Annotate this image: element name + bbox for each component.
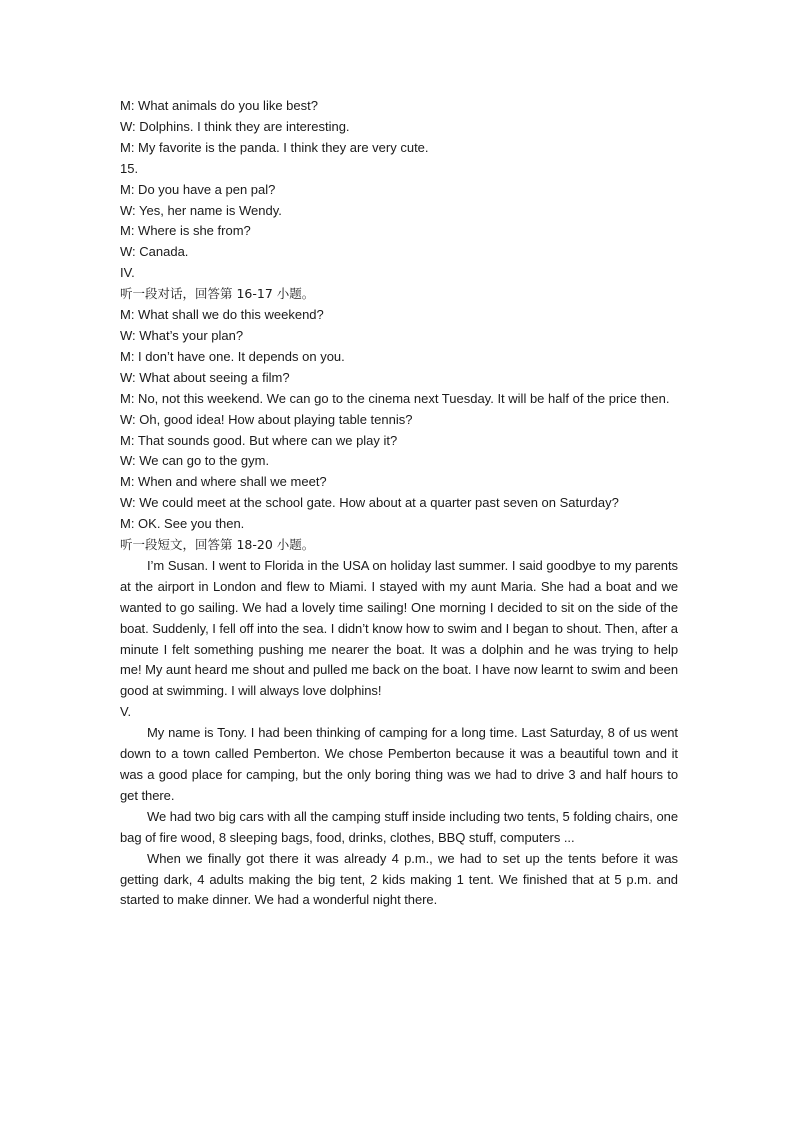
passage-tony-paragraph: We had two big cars with all the camping stuff inside including two tents, 5 folding chairs, one bag of fire wood, 8 sleeping bags, food, drinks, clothes, BBQ stuff, computers ... <box>120 808 678 845</box>
dialogue-line: M: My favorite is the panda. I think they are very cute. <box>120 139 429 155</box>
passage-tony-paragraph: When we finally got there it was already 4 p.m., we had to set up the tents before it was getting dark, 4 adults making the big tent, 2 kids making 1 tent. We finished that at 5 p.m. and started to make dinner. We had a wonderful night there. <box>120 850 678 908</box>
instruction-passage: 听一段短文，回答第 18-20 小题。 <box>120 537 315 553</box>
dialogue-line: M: I don’t have one. It depends on you. <box>120 348 345 364</box>
dialogue-line: W: Canada. <box>120 244 189 260</box>
document-page <box>120 96 678 911</box>
dialogue-line: W: We can go to the gym. <box>120 453 270 469</box>
dialogue-line: M: No, not this weekend. We can go to the cinema next Tuesday. It will be half of the price then. <box>120 390 670 406</box>
dialogue-line: M: Do you have a pen pal? <box>120 181 276 197</box>
dialogue-line: W: Yes, her name is Wendy. <box>120 202 282 218</box>
dialogue-line: M: Where is she from? <box>120 223 251 239</box>
dialogue-line: W: Dolphins. I think they are interesting. <box>120 118 350 134</box>
dialogue-line: M: What animals do you like best? <box>120 98 318 113</box>
question-number: 15. <box>120 160 139 176</box>
dialogue-line: W: What about seeing a film? <box>120 369 290 385</box>
dialogue-line: M: OK. See you then. <box>120 516 245 532</box>
dialogue-line: M: What shall we do this weekend? <box>120 307 324 323</box>
dialogue-line: W: Oh, good idea! How about playing table tennis? <box>120 411 413 427</box>
instruction-dialogue: 听一段对话，回答第 16-17 小题。 <box>120 286 315 302</box>
section-heading-v: V. <box>120 704 132 720</box>
dialogue-line: M: That sounds good. But where can we play it? <box>120 432 398 448</box>
section-heading-iv: IV. <box>120 265 135 281</box>
dialogue-line: W: We could meet at the school gate. How about at a quarter past seven on Saturday? <box>120 495 619 511</box>
passage-tony-paragraph: My name is Tony. I had been thinking of camping for a long time. Last Saturday, 8 of us went down to a town called Pemberton. We chose Pemberton because it was a beautiful town and it was a good place for camping, but the only boring thing was we had to drive 3 and half hours to get there. <box>120 725 678 803</box>
passage-susan: I’m Susan. I went to Florida in the USA on holiday last summer. I said goodbye to my parents at the airport in London and flew to Miami. I stayed with my aunt Maria. She had a boat and we wanted to go sailing. We had a lovely time sailing! One morning I decided to sit on the side of the boat. Suddenly, I fell off into the sea. I didn’t know how to swim and I began to shout. Then, after a minute I felt something pushing me nearer the boat. It was a dolphin and he was trying to help me! My aunt heard me shout and pulled me back on the boat. I have now learnt to swim and been good at swimming. I will always love dolphins! <box>120 557 678 699</box>
dialogue-line: M: When and where shall we meet? <box>120 474 327 490</box>
dialogue-line: W: What’s your plan? <box>120 327 244 343</box>
